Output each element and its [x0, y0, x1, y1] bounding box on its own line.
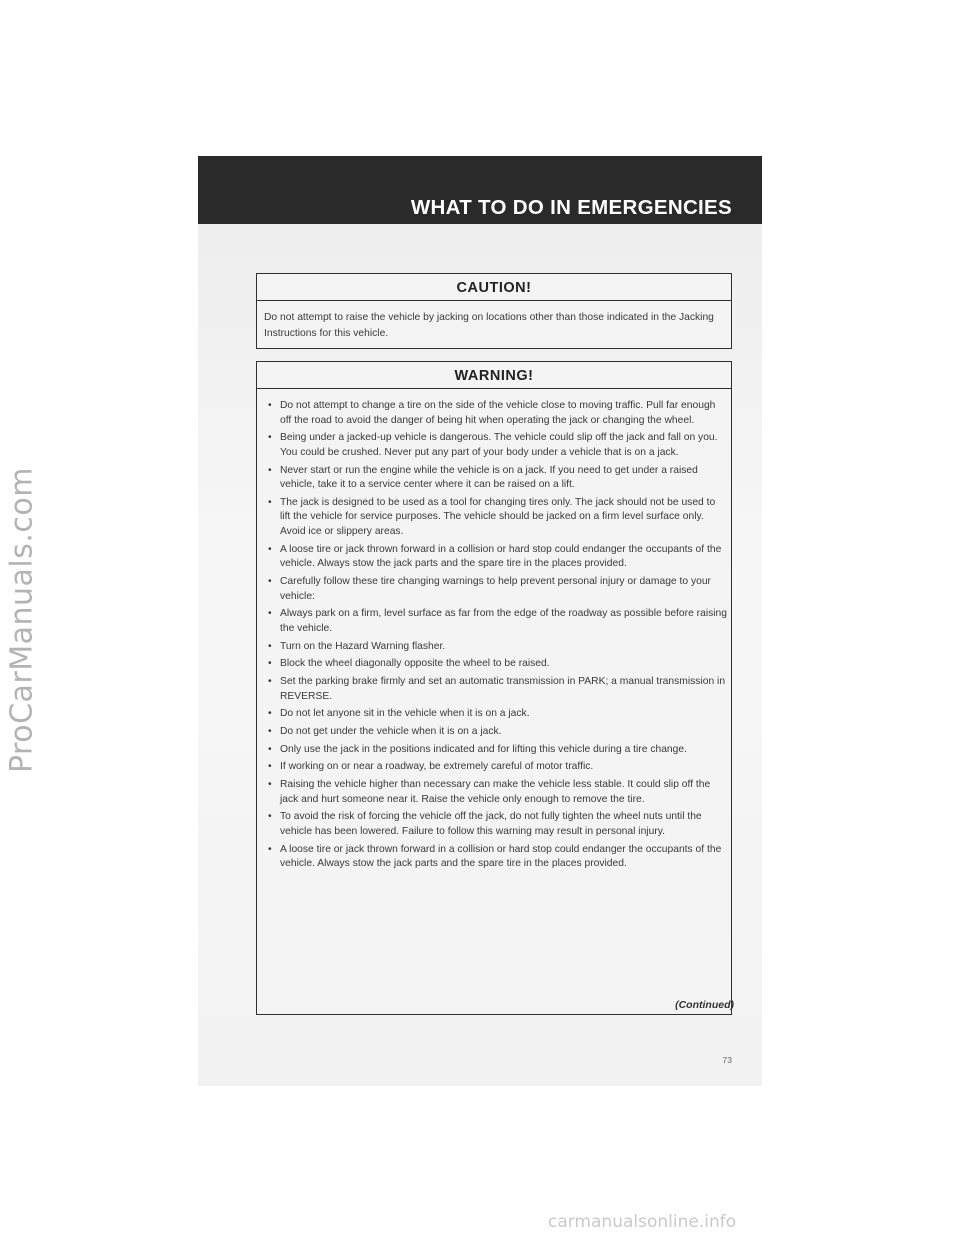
section-header	[198, 156, 762, 224]
warning-item-text: Do not let anyone sit in the vehicle when it is on a jack.	[280, 708, 530, 720]
warning-item-text: Carefully follow these tire changing warnings to help prevent personal injury or damage to your vehicle:	[280, 576, 711, 602]
bullet-icon: •	[268, 725, 272, 737]
warning-item	[264, 575, 727, 604]
bullet-icon: •	[268, 743, 272, 755]
bullet-icon: •	[268, 464, 272, 476]
bullet-icon: •	[268, 658, 272, 670]
side-watermark-text: ProCarManuals.com	[4, 466, 40, 774]
bullet-icon: •	[268, 675, 272, 687]
bullet-icon: •	[268, 432, 272, 444]
warning-item	[264, 743, 727, 758]
warning-item-text: Set the parking brake firmly and set an automatic transmission in PARK; a manual transmission in REVERSE.	[280, 675, 726, 702]
warning-item	[264, 707, 727, 722]
warning-item-text: Do not get under the vehicle when it is on a jack.	[280, 725, 502, 737]
bullet-icon: •	[268, 640, 272, 652]
warning-item-text: The jack is designed to be used as a tool for changing tires only. The jack should not be used to lift the vehicle for service purposes. The vehicle should be jacked on a firm level surface only. Avoid ice or slippery areas.	[280, 496, 716, 538]
warning-item-text: Never start or run the engine while the vehicle is on a jack. If you need to get under a raised vehicle, take it to a service center where it can be raised on a lift.	[280, 464, 698, 491]
bullet-icon: •	[268, 576, 272, 587]
bottom-watermark: carmanualsonline.info	[548, 1212, 737, 1232]
warning-item-text: Always park on a firm, level surface as far from the edge of the roadway as possible before raising the vehicle.	[280, 608, 727, 634]
manual-page	[198, 156, 762, 1086]
bullet-icon: •	[268, 496, 272, 508]
warning-item	[264, 431, 727, 460]
warning-item	[264, 675, 727, 704]
warning-item	[264, 810, 727, 839]
warning-item	[264, 640, 727, 655]
bullet-icon: •	[268, 761, 272, 773]
warning-item	[264, 543, 727, 572]
page-number: 73	[722, 1055, 732, 1065]
warning-item	[264, 607, 727, 636]
warning-item	[264, 399, 727, 428]
bullet-icon: •	[268, 400, 272, 411]
caution-title: CAUTION!	[257, 274, 731, 301]
warning-item	[264, 760, 727, 775]
warning-box	[256, 361, 732, 1015]
warning-item-text: Being under a jacked-up vehicle is dangerous. The vehicle could slip off the jack and fall on you. You could be crushed. Never put any part of your body under a vehicle that is on a jack.	[280, 432, 718, 458]
warning-title: WARNING!	[257, 362, 731, 389]
bullet-icon: •	[268, 811, 272, 823]
side-watermark	[0, 0, 44, 1242]
warning-item-text: To avoid the risk of forcing the vehicle off the jack, do not fully tighten the wheel nuts until the vehicle has been lowered. Failure to follow this warning may result in personal injury.	[280, 811, 702, 837]
warning-item-text: Block the wheel diagonally opposite the wheel to be raised.	[280, 658, 550, 670]
warning-item	[264, 496, 727, 540]
warning-item-text: A loose tire or jack thrown forward in a collision or hard stop could endanger the occupants of the vehicle. Always stow the jack parts and the spare tire in the places provided.	[280, 843, 722, 870]
warning-item	[264, 725, 727, 740]
bullet-icon: •	[268, 608, 272, 620]
warning-item	[264, 843, 727, 872]
warning-item-text: Only use the jack in the positions indicated and for lifting this vehicle during a tire change.	[280, 743, 687, 755]
bullet-icon: •	[268, 778, 272, 790]
warning-item-text: A loose tire or jack thrown forward in a collision or hard stop could endanger the occupants of the vehicle. Always stow the jack parts and the spare tire in the places provided.	[280, 543, 722, 570]
warning-item-text: Turn on the Hazard Warning flasher.	[280, 640, 446, 652]
caution-text: Do not attempt to raise the vehicle by jacking on locations other than those indicated in the Jacking Instructions for this vehicle.	[264, 312, 714, 339]
bullet-icon: •	[268, 543, 272, 555]
section-title: WHAT TO DO IN EMERGENCIES	[410, 196, 732, 219]
warning-item	[264, 464, 727, 493]
bullet-icon: •	[268, 708, 272, 720]
bullet-icon: •	[268, 843, 272, 855]
warning-item	[264, 657, 727, 672]
warning-item-text: Raising the vehicle higher than necessary can make the vehicle less stable. It could slip off the jack and hurt someone near it. Raise the vehicle only enough to remove the tire.	[280, 778, 711, 805]
caution-box	[256, 273, 732, 349]
warning-item-text: Do not attempt to change a tire on the side of the vehicle close to moving traffic. Pull far enough off the road to avoid the danger of being hit when operating the jack or changing the wheel.	[280, 400, 716, 426]
warning-item	[264, 778, 727, 807]
warning-list	[257, 389, 731, 872]
continued-label: (Continued)	[675, 999, 734, 1011]
warning-item-text: If working on or near a roadway, be extremely careful of motor traffic.	[280, 761, 594, 773]
